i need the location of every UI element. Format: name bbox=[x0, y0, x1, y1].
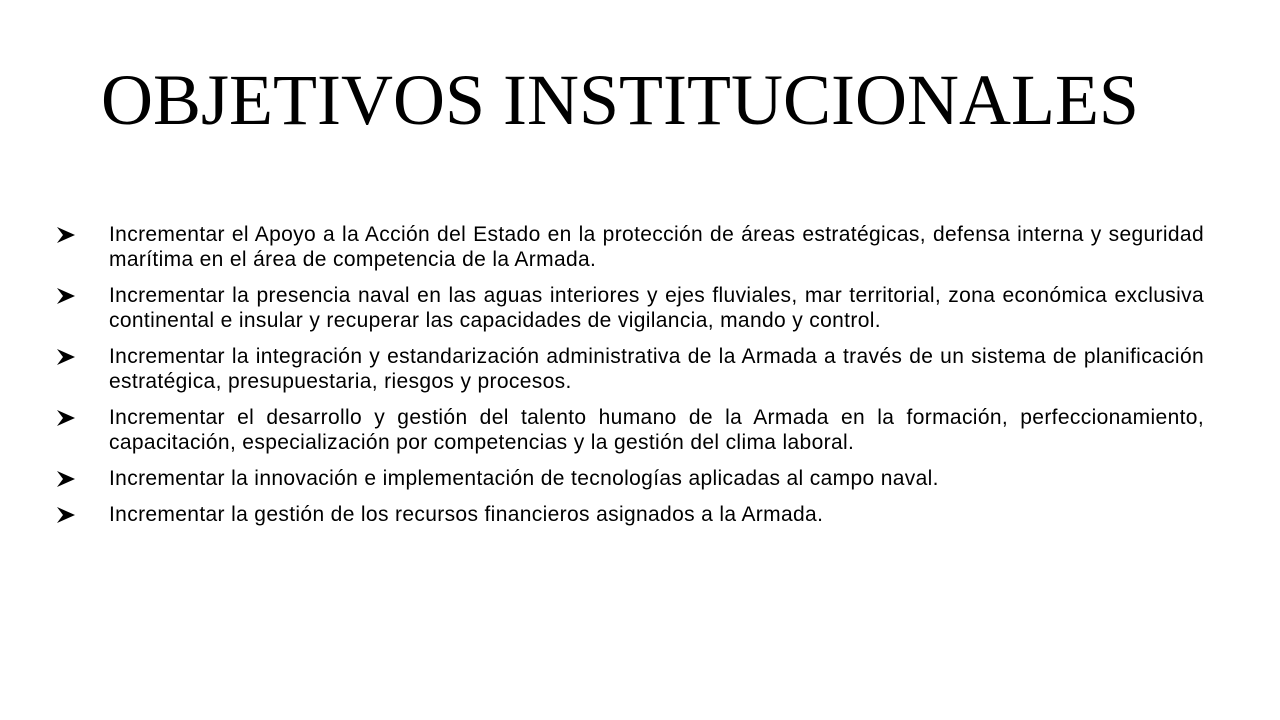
objective-text: Incrementar la integración y estandarización administrativa de la Armada a través de un sistema de planificación estratégica, presupuestaria, riesgos y procesos. bbox=[109, 345, 1204, 393]
objectives-list bbox=[58, 222, 1204, 538]
arrowhead-bullet-icon bbox=[56, 226, 76, 244]
objective-item-2 bbox=[58, 283, 1204, 333]
objective-item-4 bbox=[58, 405, 1204, 455]
arrowhead-bullet-icon bbox=[56, 409, 76, 427]
objective-item-1 bbox=[58, 222, 1204, 272]
objective-item-5 bbox=[58, 466, 1204, 491]
objective-text: Incrementar la presencia naval en las aguas interiores y ejes fluviales, mar territorial, zona económica exclusiva continental e insular y recuperar las capacidades de vigilancia, mando y control. bbox=[109, 284, 1204, 332]
slide-title: OBJETIVOS INSTITUCIONALES bbox=[101, 60, 1139, 140]
objective-text: Incrementar el desarrollo y gestión del talento humano de la Armada en la formación, perfeccionamiento, capacitación, especialización por competencias y la gestión del clima laboral. bbox=[109, 406, 1204, 454]
objective-item-3 bbox=[58, 344, 1204, 394]
arrowhead-bullet-icon bbox=[56, 506, 76, 524]
objective-item-6 bbox=[58, 502, 1204, 527]
arrowhead-bullet-icon bbox=[56, 348, 76, 366]
objective-text: Incrementar la innovación e implementación de tecnologías aplicadas al campo naval. bbox=[109, 467, 939, 490]
objective-text: Incrementar el Apoyo a la Acción del Estado en la protección de áreas estratégicas, defensa interna y seguridad marítima en el área de competencia de la Armada. bbox=[109, 223, 1204, 271]
objective-text: Incrementar la gestión de los recursos financieros asignados a la Armada. bbox=[109, 503, 824, 526]
arrowhead-bullet-icon bbox=[56, 470, 76, 488]
arrowhead-bullet-icon bbox=[56, 287, 76, 305]
